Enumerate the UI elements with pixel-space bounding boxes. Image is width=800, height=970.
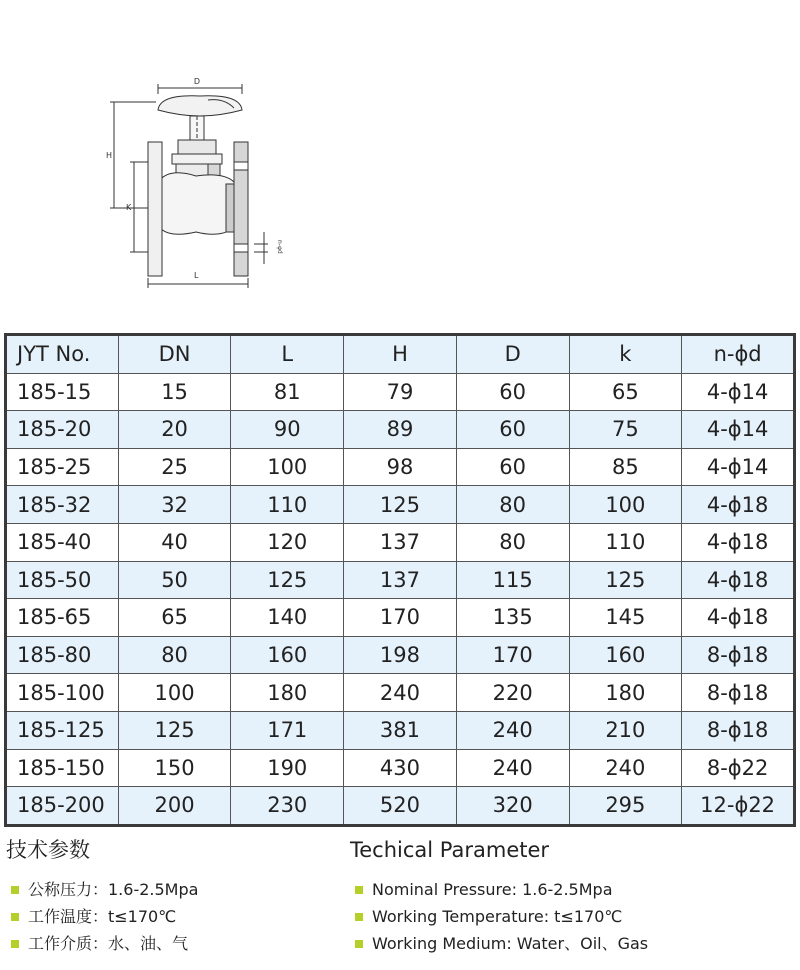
cell-d: 320 (456, 787, 569, 826)
cell-dn: 50 (118, 561, 231, 599)
bullet-square-icon (355, 913, 363, 921)
bullet-square-icon (355, 940, 363, 948)
params-cn-item (6, 930, 366, 957)
table-body (6, 373, 795, 825)
bullet-square-icon (11, 940, 19, 948)
dim-label-nd: n-φd (276, 240, 283, 254)
cell-dn: 15 (118, 373, 231, 411)
bullet-square-icon (11, 913, 19, 921)
cell-l: 171 (231, 711, 344, 749)
cell-dn: 65 (118, 599, 231, 637)
params-en-text: Working Medium: Water、Oil、Gas (372, 934, 649, 953)
cell-dn: 125 (118, 711, 231, 749)
cell-d: 240 (456, 711, 569, 749)
table-row (6, 787, 795, 826)
cell-h: 381 (344, 711, 457, 749)
params-cn (6, 836, 366, 957)
cell-d: 60 (456, 411, 569, 449)
header-k: k (569, 335, 682, 374)
header-h: H (344, 335, 457, 374)
cell-jyt-no: 185-65 (6, 599, 119, 637)
cell-k: 85 (569, 448, 682, 486)
cell-dn: 100 (118, 674, 231, 712)
cell-l: 125 (231, 561, 344, 599)
params-cn-text: 公称压力：1.6-2.5Mpa (28, 880, 199, 899)
params-en-text: Nominal Pressure: 1.6-2.5Mpa (372, 880, 613, 899)
params-cn-item (6, 903, 366, 930)
cell-dn: 150 (118, 749, 231, 787)
cell-jyt-no: 185-20 (6, 411, 119, 449)
cell-h: 430 (344, 749, 457, 787)
cell-dn: 32 (118, 486, 231, 524)
cell-jyt-no: 185-32 (6, 486, 119, 524)
cell-d: 60 (456, 448, 569, 486)
header-dn: DN (118, 335, 231, 374)
bullet-square-icon (11, 886, 19, 894)
cell-dn: 40 (118, 523, 231, 561)
table-row (6, 749, 795, 787)
table-row (6, 636, 795, 674)
cell-h: 89 (344, 411, 457, 449)
cell-jyt-no: 185-100 (6, 674, 119, 712)
params-en-text: Working Temperature: t≤170℃ (372, 907, 623, 926)
cell-k: 240 (569, 749, 682, 787)
cell-h: 98 (344, 448, 457, 486)
cell-jyt-no: 185-15 (6, 373, 119, 411)
cell-h: 240 (344, 674, 457, 712)
cell-h: 79 (344, 373, 457, 411)
cell-k: 110 (569, 523, 682, 561)
cell-h: 137 (344, 561, 457, 599)
cell-jyt-no: 185-125 (6, 711, 119, 749)
cell-d: 220 (456, 674, 569, 712)
cell-l: 180 (231, 674, 344, 712)
cell-dn: 20 (118, 411, 231, 449)
cell-k: 210 (569, 711, 682, 749)
cell-h: 520 (344, 787, 457, 826)
cell-n-d: 12-ϕ22 (682, 787, 795, 826)
cell-jyt-no: 185-80 (6, 636, 119, 674)
table-row (6, 486, 795, 524)
cell-h: 198 (344, 636, 457, 674)
cell-d: 135 (456, 599, 569, 637)
dim-label-h: H (106, 151, 113, 160)
cell-h: 137 (344, 523, 457, 561)
cell-jyt-no: 185-25 (6, 448, 119, 486)
cell-n-d: 4-ϕ18 (682, 523, 795, 561)
cell-n-d: 4-ϕ18 (682, 561, 795, 599)
cell-jyt-no: 185-50 (6, 561, 119, 599)
cell-l: 90 (231, 411, 344, 449)
header-l: L (231, 335, 344, 374)
header-jyt-no: JYT No. (6, 335, 119, 374)
cell-l: 120 (231, 523, 344, 561)
cell-l: 230 (231, 787, 344, 826)
cell-l: 100 (231, 448, 344, 486)
cell-n-d: 4-ϕ14 (682, 411, 795, 449)
cell-k: 160 (569, 636, 682, 674)
cell-n-d: 4-ϕ18 (682, 486, 795, 524)
cell-k: 65 (569, 373, 682, 411)
cell-dn: 200 (118, 787, 231, 826)
cell-n-d: 4-ϕ14 (682, 373, 795, 411)
cell-k: 100 (569, 486, 682, 524)
table-row (6, 599, 795, 637)
cell-n-d: 4-ϕ18 (682, 599, 795, 637)
dim-label-l: L (194, 271, 199, 280)
params-en-item (350, 903, 710, 930)
cell-dn: 25 (118, 448, 231, 486)
cell-jyt-no: 185-40 (6, 523, 119, 561)
table-row (6, 411, 795, 449)
valve-drawing (100, 72, 300, 292)
cell-l: 160 (231, 636, 344, 674)
cell-jyt-no: 185-200 (6, 787, 119, 826)
cell-d: 80 (456, 486, 569, 524)
table-row (6, 373, 795, 411)
cell-k: 145 (569, 599, 682, 637)
cell-l: 110 (231, 486, 344, 524)
dim-label-k: K (126, 203, 132, 212)
cell-n-d: 8-ϕ22 (682, 749, 795, 787)
cell-l: 81 (231, 373, 344, 411)
cell-n-d: 4-ϕ14 (682, 448, 795, 486)
spec-table (4, 333, 796, 827)
cell-d: 115 (456, 561, 569, 599)
cell-d: 240 (456, 749, 569, 787)
table-row (6, 523, 795, 561)
dim-label-d: D (193, 77, 201, 86)
params-en-title: Techical Parameter (350, 838, 550, 862)
params-en-item (350, 876, 710, 903)
params-cn-item (6, 876, 366, 903)
cell-h: 125 (344, 486, 457, 524)
cell-k: 125 (569, 561, 682, 599)
cell-n-d: 8-ϕ18 (682, 711, 795, 749)
cell-k: 295 (569, 787, 682, 826)
cell-h: 170 (344, 599, 457, 637)
params-en-item (350, 930, 710, 957)
cell-n-d: 8-ϕ18 (682, 636, 795, 674)
header-n-d: n-ϕd (682, 335, 795, 374)
cell-l: 190 (231, 749, 344, 787)
table-header-row (6, 335, 795, 374)
table-row (6, 674, 795, 712)
params-cn-title: 技术参数 (6, 838, 90, 862)
table-row (6, 711, 795, 749)
cell-d: 170 (456, 636, 569, 674)
params-cn-text: 工作介质：水、油、气 (28, 934, 189, 953)
cell-d: 60 (456, 373, 569, 411)
cell-n-d: 8-ϕ18 (682, 674, 795, 712)
params-cn-text: 工作温度：t≤170℃ (28, 907, 177, 926)
table-row (6, 561, 795, 599)
params-en (350, 836, 710, 957)
cell-d: 80 (456, 523, 569, 561)
cell-dn: 80 (118, 636, 231, 674)
cell-k: 75 (569, 411, 682, 449)
cell-k: 180 (569, 674, 682, 712)
header-d: D (456, 335, 569, 374)
table-row (6, 448, 795, 486)
cell-l: 140 (231, 599, 344, 637)
cell-jyt-no: 185-150 (6, 749, 119, 787)
bullet-square-icon (355, 886, 363, 894)
